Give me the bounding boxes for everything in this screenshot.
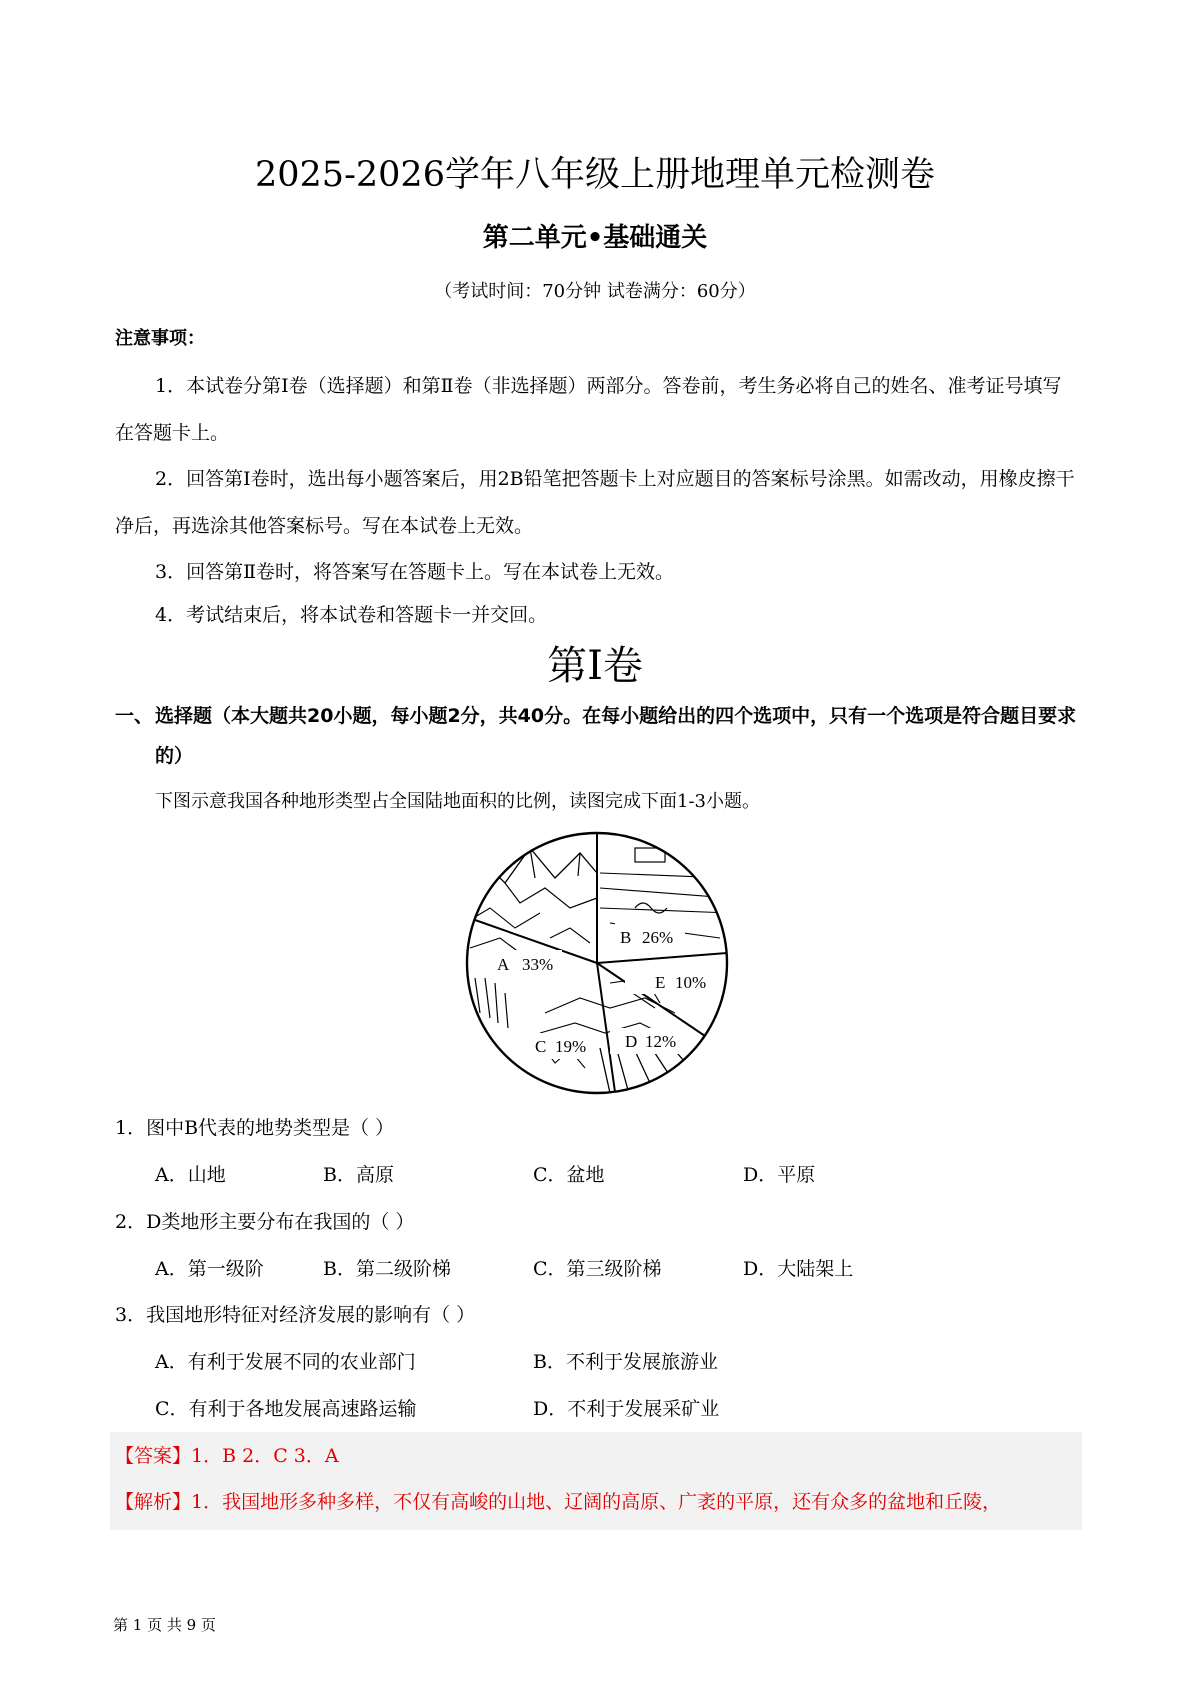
analysis-line	[115, 1487, 1001, 1517]
slice-label-a: A	[497, 955, 510, 974]
question-2-option-a: A．第一级阶	[155, 1258, 264, 1280]
question-2-stem: 2．D类地形主要分布在我国的（ ）	[115, 1211, 415, 1233]
figure-intro: 下图示意我国各种地形类型占全国陆地面积的比例，读图完成下面1-3小题。	[155, 791, 760, 812]
document-title: 2025-2026学年八年级上册地理单元检测卷	[255, 155, 935, 195]
answer-label: 【答案】	[115, 1445, 192, 1467]
note-item-1: 1．本试卷分第Ⅰ卷（选择题）和第Ⅱ卷（非选择题）两部分。答卷前，考生务必将自己的姓名、准考证号填写在答题卡上。	[115, 375, 1062, 444]
question-1-option-b: B．高原	[323, 1164, 394, 1186]
question-1-option-d: D．平原	[743, 1164, 816, 1186]
question-3-option-c: C．有利于各地发展高速路运输	[155, 1398, 417, 1420]
note-item-2: 2．回答第Ⅰ卷时，选出每小题答案后，用2B铅笔把答题卡上对应题目的答案标号涂黑。如需改动，用橡皮擦干净后，再选涂其他答案标号。写在本试卷上无效。	[115, 468, 1075, 537]
note-item-4: 4．考试结束后，将本试卷和答题卡一并交回。	[155, 604, 548, 626]
exam-info: （考试时间：70分钟 试卷满分：60分）	[434, 281, 756, 302]
slice-value-c: 19%	[555, 1037, 587, 1056]
note-item-3: 3．回答第Ⅱ卷时，将答案写在答题卡上。写在本试卷上无效。	[155, 561, 675, 583]
slice-value-d: 12%	[645, 1032, 677, 1051]
question-section-text: 选择题（本大题共20小题，每小题2分，共40分。在每小题给出的四个选项中，只有一个选项是符合题目要求的）	[155, 705, 1077, 767]
question-3-option-b: B．不利于发展旅游业	[533, 1351, 718, 1373]
analysis-label: 【解析】	[115, 1491, 192, 1513]
question-section-heading	[115, 696, 1090, 776]
section-title: 第Ⅰ卷	[547, 643, 643, 689]
page-footer: 第 1 页 共 9 页	[113, 1616, 216, 1634]
question-2-option-b: B．第二级阶梯	[323, 1258, 451, 1280]
question-section-number: 一、	[115, 705, 154, 727]
question-3-option-d: D．不利于发展采矿业	[533, 1398, 720, 1420]
analysis-text: 1．我国地形多种多样，不仅有高峻的山地、辽阔的高原、广袤的平原，还有众多的盆地和丘陵，	[191, 1491, 1002, 1513]
question-3-stem: 3．我国地形特征对经济发展的影响有（ ）	[115, 1304, 476, 1326]
slice-label-b: B	[620, 928, 632, 947]
answer-text: 1．B 2．C 3．A	[191, 1445, 339, 1467]
question-2-option-d: D．大陆架上	[743, 1258, 854, 1280]
slice-value-e: 10%	[675, 973, 707, 992]
slice-value-b: 26%	[642, 928, 674, 947]
slice-label-e: E	[655, 973, 666, 992]
answer-line	[115, 1441, 339, 1471]
slice-label-c: C	[535, 1037, 547, 1056]
question-1-option-c: C．盆地	[533, 1164, 605, 1186]
question-1-stem: 1．图中B代表的地势类型是（ ）	[115, 1117, 395, 1139]
slice-value-a: 33%	[522, 955, 554, 974]
question-1-option-a: A．山地	[155, 1164, 226, 1186]
notes-heading: 注意事项：	[115, 328, 205, 349]
document-subtitle: 第二单元•基础通关	[482, 223, 708, 253]
slice-label-d: D	[625, 1032, 638, 1051]
landform-pie-chart	[460, 828, 735, 1098]
question-3-option-a: A．有利于发展不同的农业部门	[155, 1351, 416, 1373]
question-2-option-c: C．第三级阶梯	[533, 1258, 662, 1280]
